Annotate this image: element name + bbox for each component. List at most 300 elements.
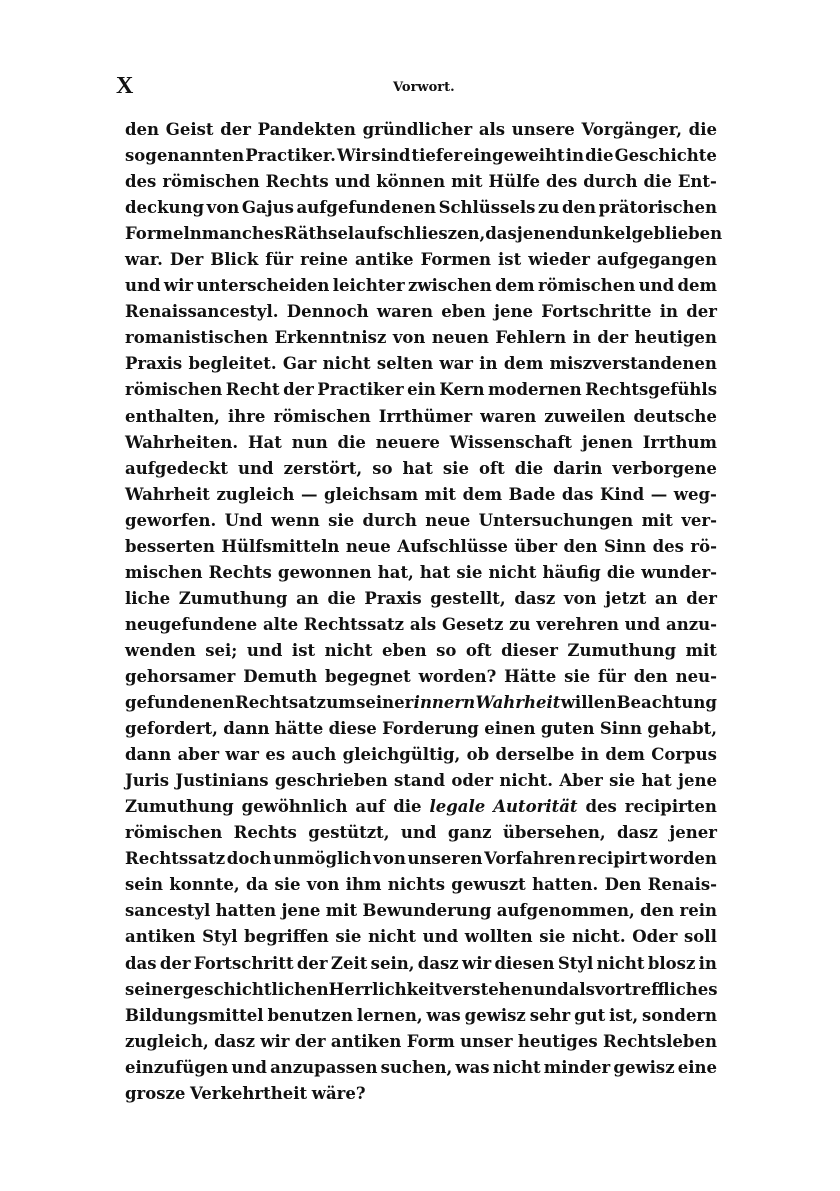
word: ist — [498, 250, 522, 270]
word: dem — [495, 276, 535, 296]
word: liche — [125, 588, 171, 608]
word: um — [326, 693, 356, 713]
word: nicht — [488, 562, 537, 582]
word: aber — [177, 745, 220, 765]
word: sie — [328, 510, 355, 530]
word: dunkel — [567, 224, 632, 244]
word: neu- — [675, 666, 717, 686]
word: geworfen. — [125, 510, 217, 530]
word: rein — [679, 901, 717, 921]
word: des — [545, 172, 578, 192]
word: Bade — [508, 484, 556, 504]
word: wunder- — [641, 562, 717, 582]
word: Gesetz — [441, 614, 504, 634]
text-line — [125, 456, 717, 482]
text-line — [125, 638, 717, 664]
word: darin — [553, 458, 603, 478]
word: vortreffliches — [594, 979, 718, 999]
word: und — [125, 276, 161, 296]
word: — — [650, 484, 668, 504]
word: Den — [604, 875, 642, 895]
word: den — [640, 901, 675, 921]
word: ver- — [681, 510, 717, 530]
text-line — [125, 951, 717, 977]
word: Vorfahren — [484, 849, 577, 869]
word: Hülfsmitteln — [221, 536, 340, 556]
word: in — [698, 953, 717, 973]
text-line — [125, 1029, 717, 1055]
word: und — [246, 640, 283, 660]
word: von — [563, 588, 597, 608]
word: Rechtsgefühls — [585, 380, 717, 400]
word: mit — [685, 640, 717, 660]
word: gehabt, — [647, 719, 717, 739]
word: von — [392, 328, 426, 348]
word: geblieben — [631, 224, 723, 244]
text-line — [125, 1081, 717, 1107]
word: dasz — [514, 588, 556, 608]
word: der — [159, 953, 191, 973]
word: willen — [560, 693, 617, 713]
word: Fortschritt — [193, 953, 294, 973]
word: ihm — [345, 875, 382, 895]
word: jener — [669, 823, 717, 843]
emphasized-word: Autorität — [493, 797, 578, 817]
word: Styl — [202, 927, 238, 947]
word: gründlicher — [362, 120, 473, 139]
word: war — [439, 354, 473, 374]
word: hat — [641, 771, 672, 791]
text-line — [125, 794, 717, 820]
word: der — [686, 302, 717, 322]
word: hat, — [377, 562, 414, 582]
word: römischen — [273, 406, 371, 426]
word: romanistischen — [125, 328, 269, 348]
word: Rechtssatz — [303, 614, 405, 634]
word: Wir — [336, 146, 371, 166]
text-line — [125, 977, 717, 1003]
text-line — [125, 1003, 717, 1029]
word: jene — [281, 901, 321, 921]
word: wäre? — [311, 1083, 366, 1103]
word: an — [296, 588, 319, 608]
word: Oder — [632, 927, 678, 947]
word: Fortschritte — [541, 302, 652, 322]
word: hat — [419, 562, 451, 582]
word: antiken — [330, 1031, 402, 1051]
word: war — [225, 745, 259, 765]
word: Demuth — [243, 666, 318, 686]
word: manches — [201, 224, 284, 244]
word: diesen — [494, 953, 555, 973]
word: und — [231, 1057, 267, 1077]
word: von — [373, 849, 406, 869]
word: wenden — [125, 640, 196, 660]
word: Beachtung — [616, 693, 717, 713]
word: nicht — [322, 354, 371, 374]
word: oft — [479, 458, 505, 478]
word: Vorgänger, — [581, 120, 682, 139]
word: Hülfe — [488, 172, 540, 192]
word: gleichgültig, — [342, 745, 461, 765]
word: Ent- — [677, 172, 717, 192]
word: waren — [480, 406, 537, 426]
word: stand — [393, 771, 446, 791]
word: Aber — [559, 771, 603, 791]
word: verstehen — [442, 979, 534, 999]
word: derselbe — [495, 745, 575, 765]
word: und — [624, 614, 661, 634]
word: gewuszt — [451, 875, 526, 895]
text-line — [125, 377, 717, 403]
text-line — [125, 221, 723, 247]
word: und — [238, 458, 274, 478]
word: mischen — [125, 562, 203, 582]
word: neugefundene — [125, 614, 258, 634]
word: nicht — [324, 640, 373, 660]
word: Bewunderung — [362, 901, 492, 921]
word: Räthsel — [283, 224, 355, 244]
word: des — [585, 797, 617, 817]
emphasized-word: innern — [413, 693, 476, 713]
word: Justinians — [175, 771, 269, 791]
text-line — [125, 820, 717, 846]
word: dasz — [214, 1031, 255, 1051]
word: Dennoch — [286, 302, 369, 322]
word: ist, — [609, 1005, 639, 1025]
word: waren — [376, 302, 433, 322]
emphasized-word: Wahrheit — [475, 693, 561, 713]
word: sein, — [370, 953, 415, 973]
word: auch — [291, 745, 337, 765]
word: Zumuthung — [125, 797, 234, 817]
word: da — [245, 875, 269, 895]
word: mit — [451, 172, 483, 192]
word: jene — [494, 302, 534, 322]
word: als — [409, 614, 437, 634]
word: für — [265, 250, 294, 270]
word: zerstört, — [283, 458, 363, 478]
word: Rechts — [233, 823, 297, 843]
text-line — [125, 169, 717, 195]
word: konnte, — [169, 875, 240, 895]
text-line — [125, 143, 717, 169]
word: dem — [605, 745, 645, 765]
word: Gajus — [241, 198, 294, 218]
word: Wissenschaft — [449, 432, 573, 452]
word: gewisz — [464, 1005, 526, 1025]
word: sie — [442, 458, 469, 478]
word: tiefer — [411, 146, 463, 166]
word: Formeln — [125, 224, 202, 244]
word: gewonnen — [277, 562, 372, 582]
word: so — [372, 458, 393, 478]
word: in — [572, 328, 591, 348]
word: Fehlern — [495, 328, 567, 348]
word: nun — [291, 432, 328, 452]
word: oder — [451, 771, 494, 791]
text-line — [125, 898, 717, 924]
word: neuen — [431, 328, 489, 348]
word: deutsche — [633, 406, 717, 426]
word: enthalten, — [125, 406, 220, 426]
word: doch — [226, 849, 272, 869]
word: eben — [441, 302, 486, 322]
word: Kind — [600, 484, 645, 504]
word: Kern — [439, 380, 485, 400]
word: hat — [402, 458, 433, 478]
word: zwischen — [408, 276, 492, 296]
word: dann — [223, 719, 270, 739]
word: für — [598, 666, 626, 686]
word: dem — [462, 484, 503, 504]
word: wir — [260, 1031, 290, 1051]
word: Zumuthung — [567, 640, 677, 660]
word: mit — [325, 901, 358, 921]
text-line — [125, 508, 717, 534]
text-line — [125, 690, 717, 716]
word: antiken — [125, 927, 196, 947]
word: des — [125, 172, 157, 192]
word: Blick — [210, 250, 259, 270]
word: begriffen — [244, 927, 329, 947]
word: diese — [328, 719, 377, 739]
text-line — [125, 716, 717, 742]
text-line — [125, 664, 717, 690]
word: war. — [125, 250, 163, 270]
word: zuweilen — [544, 406, 626, 426]
word: Praxis — [125, 354, 183, 374]
word: die — [606, 562, 636, 582]
word: wollten — [464, 927, 533, 947]
word: dem — [677, 276, 717, 296]
text-line — [125, 1055, 717, 1081]
word: nicht. — [499, 771, 554, 791]
word: Styl — [557, 953, 594, 973]
word: der — [686, 588, 717, 608]
word: gefundenen — [125, 693, 235, 713]
word: ob — [466, 745, 490, 765]
word: selten — [376, 354, 434, 374]
word: nicht — [368, 927, 416, 947]
text-line — [125, 586, 717, 612]
word: wenn — [271, 510, 320, 530]
word: — — [300, 484, 318, 504]
word: dasz — [417, 953, 459, 973]
text-line — [125, 117, 717, 143]
word: aufgenommen, — [496, 901, 635, 921]
word: die — [327, 588, 356, 608]
word: römischen — [125, 380, 223, 400]
word: den — [633, 666, 668, 686]
word: unser — [460, 1031, 513, 1051]
word: jenen — [516, 224, 568, 244]
word: weg- — [673, 484, 717, 504]
word: blosz — [647, 953, 696, 973]
word: ein — [407, 380, 436, 400]
word: sancestyl — [125, 901, 211, 921]
word: einen — [484, 719, 536, 739]
word: gestützt, — [308, 823, 390, 843]
word: Renaissancestyl. — [125, 302, 279, 322]
text-line — [125, 351, 717, 377]
word: einzufügen — [125, 1057, 229, 1077]
word: was — [426, 1005, 461, 1025]
word: worden? — [418, 666, 497, 686]
word: als — [568, 979, 595, 999]
text-line — [125, 299, 717, 325]
word: über — [514, 536, 558, 556]
word: durch — [583, 172, 638, 192]
word: unterscheiden — [196, 276, 330, 296]
emphasized-word: legale — [429, 797, 486, 817]
word: Bildungsmittel — [125, 1005, 264, 1025]
word: aufgegangen — [596, 250, 717, 270]
word: als — [478, 120, 506, 139]
word: guten — [540, 719, 595, 739]
word: sehr — [529, 1005, 571, 1025]
word: sie — [456, 562, 483, 582]
text-line — [125, 846, 717, 872]
word: gestellt, — [430, 588, 506, 608]
word: begleitet. — [188, 354, 277, 374]
text-line — [125, 482, 717, 508]
word: sondern — [641, 1005, 717, 1025]
word: Renais- — [647, 875, 717, 895]
text-line — [125, 325, 717, 351]
word: miszverstandenen — [549, 354, 717, 374]
word: Rechtsatz — [235, 693, 326, 713]
word: grosze — [125, 1083, 186, 1103]
word: eine — [677, 1057, 717, 1077]
word: deckung — [125, 198, 205, 218]
word: zugleich, — [125, 1031, 209, 1051]
word: die — [393, 797, 422, 817]
word: dem — [503, 354, 544, 374]
word: die — [514, 458, 544, 478]
word: der — [296, 953, 328, 973]
word: aufgedeckt — [125, 458, 228, 478]
word: rö- — [690, 536, 717, 556]
word: geschrieben — [274, 771, 388, 791]
word: verborgene — [612, 458, 717, 478]
word: eingeweiht — [463, 146, 565, 166]
word: gut — [574, 1005, 606, 1025]
word: soll — [684, 927, 717, 947]
word: jene — [678, 771, 717, 791]
word: hatten — [215, 901, 277, 921]
word: in — [565, 146, 585, 166]
word: neue — [425, 510, 471, 530]
word: unsere — [511, 120, 575, 139]
word: die — [337, 432, 366, 452]
word: der — [294, 1031, 326, 1051]
word: auf — [355, 797, 386, 817]
text-line — [125, 560, 717, 586]
word: seiner — [356, 693, 414, 713]
word: gefordert, — [125, 719, 218, 739]
word: gleichsam — [324, 484, 419, 504]
word: sie — [335, 927, 362, 947]
text-line — [125, 872, 717, 898]
word: in — [479, 354, 498, 374]
word: jetzt — [605, 588, 647, 608]
word: unseren — [407, 849, 483, 869]
word: Rechtssatz — [125, 849, 226, 869]
word: Forderung — [382, 719, 479, 739]
word: Und — [224, 510, 263, 530]
word: Sinn — [603, 536, 647, 556]
word: worden — [648, 849, 717, 869]
word: anzu- — [666, 614, 717, 634]
word: gehorsamer — [125, 666, 236, 686]
word: hatten. — [532, 875, 599, 895]
word: die — [643, 172, 672, 192]
word: die — [688, 120, 717, 139]
word: seiner — [125, 979, 183, 999]
text-line — [125, 534, 717, 560]
word: Sinn — [599, 719, 642, 739]
word: römischen — [537, 276, 636, 296]
word: und — [638, 276, 675, 296]
word: benutzen — [267, 1005, 353, 1025]
word: sind — [371, 146, 411, 166]
word: Practiker — [317, 380, 404, 400]
word: Praxis — [364, 588, 422, 608]
word: aufgefundenen — [296, 198, 436, 218]
text-line — [125, 273, 717, 299]
word: verehren — [536, 614, 619, 634]
word: Wahrheit — [125, 484, 210, 504]
word: reine — [300, 250, 349, 270]
word: unmöglich — [273, 849, 372, 869]
word: oft — [465, 640, 492, 660]
text-line — [125, 612, 717, 638]
word: heutiges — [517, 1031, 598, 1051]
word: sei; — [205, 640, 238, 660]
word: Erkenntnisz — [274, 328, 387, 348]
word: Rechtsleben — [602, 1031, 717, 1051]
word: Wahrheiten. — [125, 432, 239, 452]
word: Zeit — [330, 953, 368, 973]
word: alte — [262, 614, 299, 634]
word: Untersuchungen — [478, 510, 634, 530]
word: ist — [291, 640, 316, 660]
word: geschichtlichen — [182, 979, 329, 999]
word: das — [561, 484, 594, 504]
word: Gar — [282, 354, 317, 374]
word: dasz — [616, 823, 658, 843]
word: der — [597, 328, 629, 348]
text-line — [125, 195, 717, 221]
word: nicht — [596, 953, 645, 973]
word: heutigen — [634, 328, 717, 348]
word: anzupassen — [270, 1057, 378, 1077]
word: Practiker. — [245, 146, 336, 166]
word: sie — [609, 771, 636, 791]
word: modernen — [487, 380, 582, 400]
word: der — [283, 380, 314, 400]
word: mit — [641, 510, 673, 530]
text-line — [125, 924, 717, 950]
word: ganz — [447, 823, 492, 843]
word: prätorischen — [598, 198, 717, 218]
word: besserten — [125, 536, 215, 556]
word: an — [654, 588, 678, 608]
word: den — [125, 120, 160, 139]
word: Recht — [225, 380, 280, 400]
word: von — [306, 875, 340, 895]
